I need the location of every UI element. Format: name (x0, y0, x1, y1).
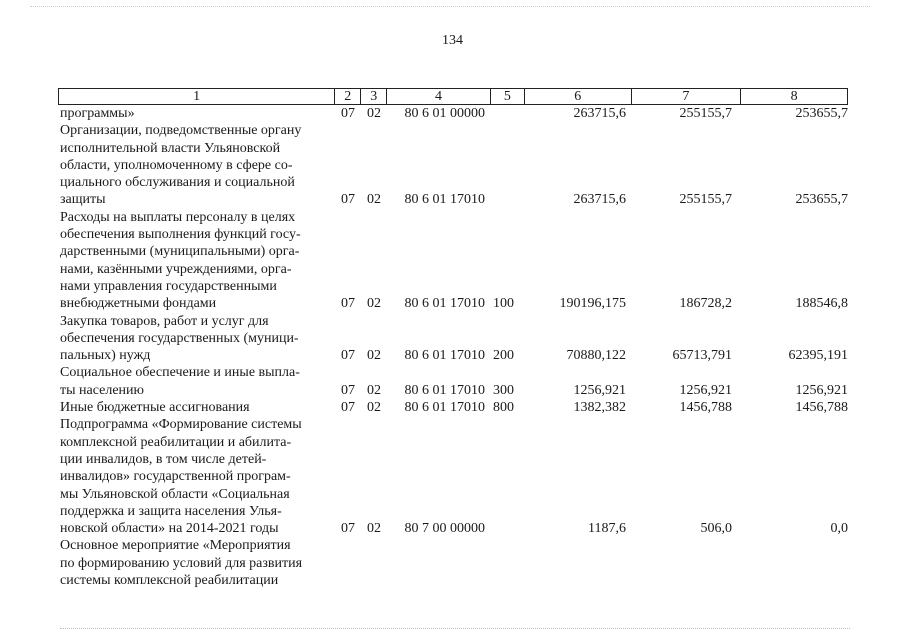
section-code: 07 (341, 382, 355, 398)
target-article-code: 80 6 01 17010 (404, 192, 485, 208)
row-description (58, 105, 335, 122)
header-col-3: 3 (361, 89, 387, 104)
table-row (58, 416, 848, 537)
description-line: Подпрограмма «Формирование системы (60, 417, 302, 433)
table-row (58, 313, 848, 365)
description-line: ты населению (60, 382, 144, 398)
scan-artifact-bottom (60, 628, 850, 631)
amount-col-7: 65713,791 (672, 348, 732, 364)
description-line: пальных) нужд (60, 348, 151, 364)
amount-col-8: 0,0 (830, 521, 848, 537)
description-line: Закупка товаров, работ и услуг для (60, 313, 269, 329)
description-line: по формированию условий для развития (60, 555, 303, 571)
table-row (58, 209, 848, 313)
section-code: 07 (341, 192, 355, 208)
amount-col-7: 255155,7 (679, 106, 732, 121)
description-line: системы комплексной реабилитации (60, 573, 279, 589)
expense-type-code: 100 (493, 296, 514, 312)
description-line: области, уполномоченному в сфере со- (60, 157, 293, 173)
description-line: обеспечения выполнения функций госу- (60, 227, 301, 243)
amount-col-6: 190196,175 (559, 296, 626, 312)
amount-col-6: 1382,382 (573, 400, 626, 416)
subsection-code: 02 (367, 348, 381, 364)
budget-table (58, 88, 848, 589)
section-code: 07 (341, 521, 355, 537)
expense-type-code: 200 (493, 348, 514, 364)
amount-col-7: 1256,921 (679, 382, 732, 398)
amount-col-8: 253655,7 (795, 192, 848, 208)
description-line: ции инвалидов, в том числе детей- (60, 451, 267, 467)
amount-col-6: 1256,921 (573, 382, 626, 398)
table-row (58, 364, 848, 399)
header-col-6: 6 (525, 89, 632, 104)
expense-type-code: 800 (493, 400, 514, 416)
row-description (58, 399, 335, 416)
target-article-code: 80 6 01 17010 (404, 400, 485, 416)
row-description (58, 313, 335, 365)
header-col-2: 2 (335, 89, 361, 104)
section-code: 07 (341, 348, 355, 364)
amount-col-6: 263715,6 (573, 106, 626, 121)
amount-col-7: 255155,7 (679, 192, 732, 208)
target-article-code: 80 6 01 17010 (404, 296, 485, 312)
amount-col-8: 1256,921 (795, 382, 848, 398)
table-row (58, 399, 848, 416)
description-line: Расходы на выплаты персоналу в целях (60, 209, 296, 225)
scan-artifact-top (30, 6, 870, 9)
subsection-code: 02 (367, 521, 381, 537)
page-number: 134 (442, 33, 463, 48)
description-line: нами, казёнными учреждениями, орга- (60, 261, 292, 277)
amount-col-8: 188546,8 (795, 296, 848, 312)
column-number-header (58, 88, 848, 105)
target-article-code: 80 6 01 17010 (404, 348, 485, 364)
row-description (58, 364, 335, 399)
header-col-1: 1 (59, 89, 335, 104)
section-code: 07 (341, 296, 355, 312)
amount-col-8: 1456,788 (795, 400, 848, 416)
description-line: Основное мероприятие «Мероприятия (60, 538, 291, 554)
subsection-code: 02 (367, 296, 381, 312)
amount-col-7: 506,0 (700, 521, 732, 537)
description-line: программы» (60, 106, 135, 121)
description-line: внебюджетными фондами (60, 296, 217, 312)
description-line: инвалидов» государственной програм- (60, 469, 291, 485)
subsection-code: 02 (367, 382, 381, 398)
amount-col-6: 1187,6 (588, 521, 626, 537)
description-line: Иные бюджетные ассигнования (60, 400, 250, 416)
description-line: дарственными (муниципальными) орга- (60, 244, 300, 260)
subsection-code: 02 (367, 106, 381, 121)
table-row (58, 122, 848, 208)
table-body (58, 105, 848, 589)
expense-type-code: 300 (493, 382, 514, 398)
description-line: защиты (60, 192, 106, 208)
row-description (58, 537, 335, 589)
description-line: обеспечения государственных (муници- (60, 330, 299, 346)
description-line: нами управления государственными (60, 278, 277, 294)
subsection-code: 02 (367, 192, 381, 208)
row-description (58, 209, 335, 313)
target-article-code: 80 6 01 00000 (404, 106, 485, 121)
description-line: циального обслуживания и социальной (60, 175, 295, 191)
description-line: комплексной реабилитации и абилита- (60, 434, 292, 450)
description-line: поддержка и защита населения Улья- (60, 503, 282, 519)
section-code: 07 (341, 106, 355, 121)
table-row (58, 105, 848, 122)
header-col-8: 8 (790, 89, 798, 104)
target-article-code: 80 7 00 00000 (404, 521, 485, 537)
amount-col-8: 253655,7 (795, 106, 848, 121)
target-article-code: 80 6 01 17010 (404, 382, 485, 398)
description-line: Социальное обеспечение и иные выпла- (60, 365, 300, 381)
header-col-7: 7 (632, 89, 742, 104)
row-description (58, 416, 335, 537)
header-col-5: 5 (491, 89, 525, 104)
section-code: 07 (341, 400, 355, 416)
row-description (58, 122, 335, 208)
amount-col-6: 70880,122 (566, 348, 626, 364)
header-col-4: 4 (387, 89, 491, 104)
description-line: мы Ульяновской области «Социальная (60, 486, 290, 502)
description-line: исполнительной власти Ульяновской (60, 140, 281, 156)
description-line: новской области» на 2014-2021 годы (60, 521, 279, 537)
amount-col-7: 186728,2 (679, 296, 732, 312)
amount-col-8: 62395,191 (788, 348, 848, 364)
amount-col-6: 263715,6 (573, 192, 626, 208)
table-row (58, 537, 848, 589)
subsection-code: 02 (367, 400, 381, 416)
amount-col-7: 1456,788 (679, 400, 732, 416)
description-line: Организации, подведомственные органу (60, 123, 302, 139)
